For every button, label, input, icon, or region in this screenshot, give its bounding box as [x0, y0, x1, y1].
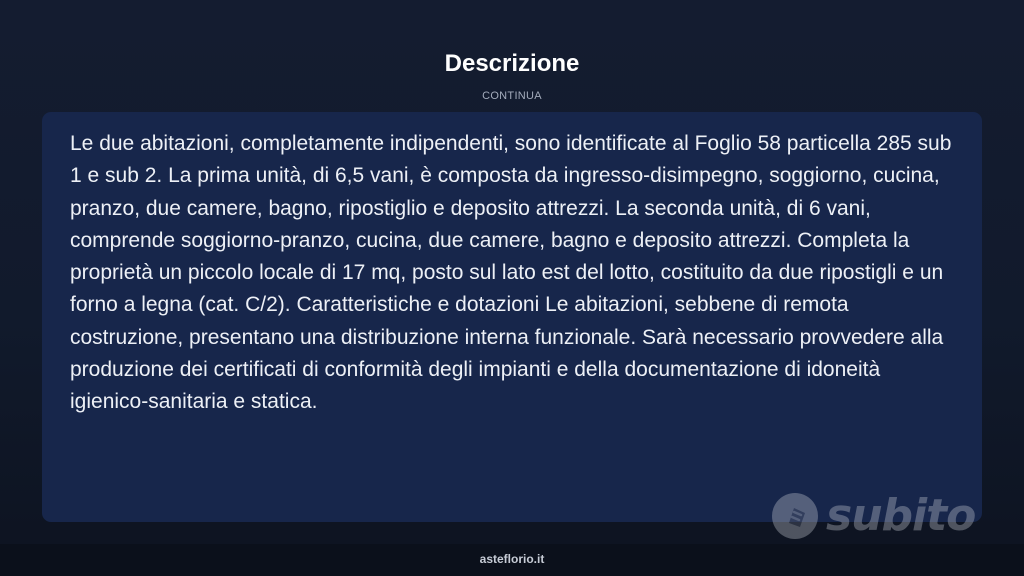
- description-text: Le due abitazioni, completamente indipendenti, sono identificate al Foglio 58 particella 285 sub 1 e sub 2. La prima unità, di 6,5 vani, è composta da ingresso-disimpegno, soggiorno, cucina, pranzo, due camere, bagno, ripostiglio e deposito attrezzi. La seconda unità, di 6 vani, comprende soggiorno-pranzo, cucina, due camere, bagno e deposito attrezzi. Completa la proprietà un piccolo locale di 17 mq, posto sul lato est del lotto, costituito da due ripostigli e un forno a legna (cat. C/2). Caratteristiche e dotazioni Le abitazioni, sebbene di remota costruzione, presentano una distribuzione interna funzionale. Sarà necessario provvedere alla produzione dei certificati di conformità degli impianti e della documentazione di idoneità igienico-sanitaria e statica.: [70, 132, 952, 414]
- watermark-text: subito: [826, 490, 976, 541]
- section-title: Descrizione: [444, 50, 580, 77]
- description-card: [42, 112, 982, 522]
- footer-site: asteflorio.it: [479, 552, 545, 566]
- watermark: [772, 490, 975, 542]
- subito-logo-icon: [772, 493, 818, 539]
- continue-link[interactable]: CONTINUA: [482, 90, 542, 102]
